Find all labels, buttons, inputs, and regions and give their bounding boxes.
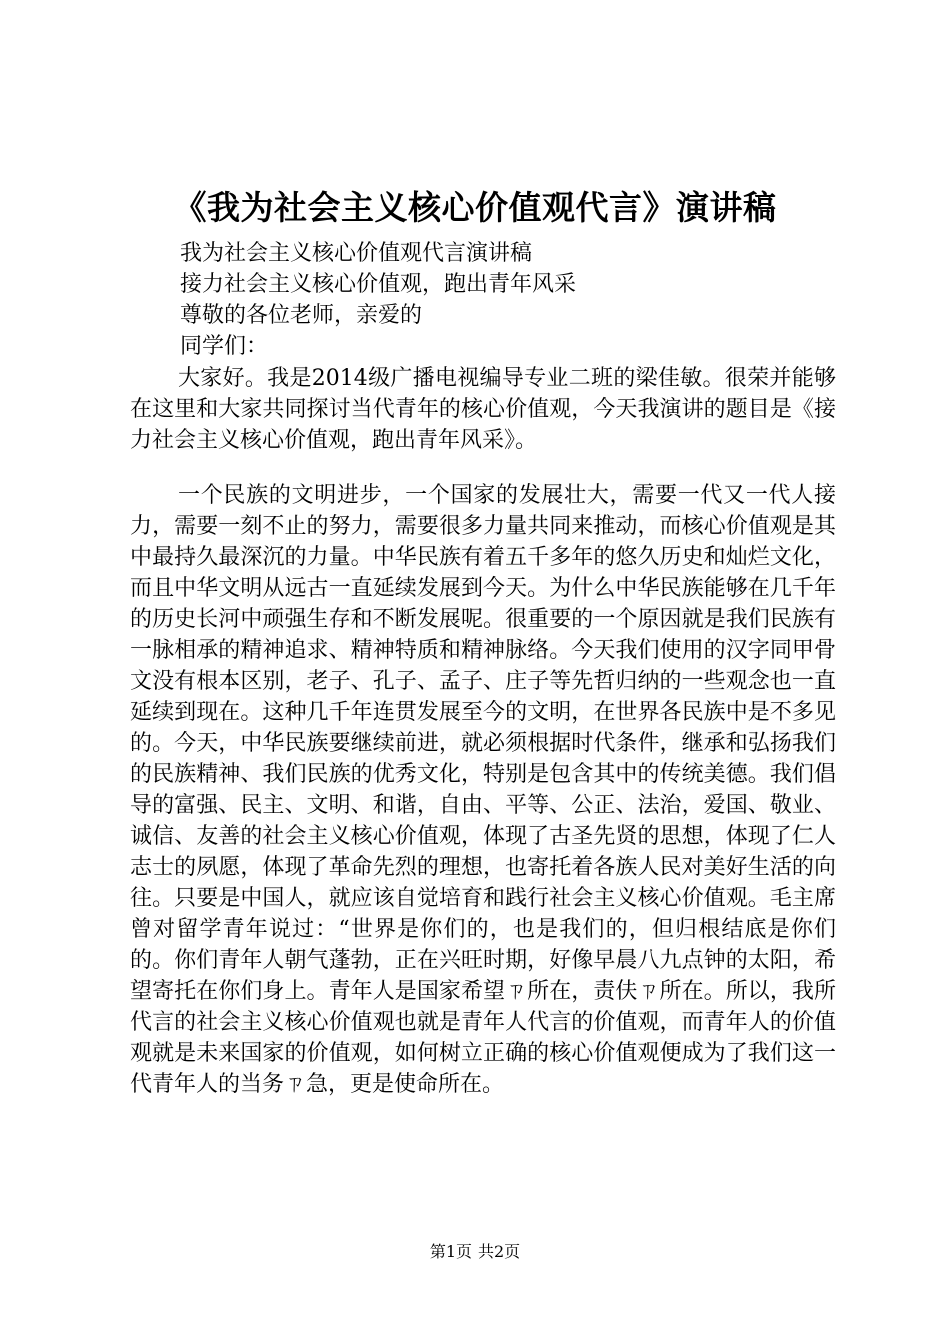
page-number: 第1页 bbox=[429, 1242, 472, 1261]
intro-line-salutation: 尊敬的各位老师，亲爱的 bbox=[180, 303, 423, 328]
document-title: 《我为社会主义核心价值观代言》演讲稿 bbox=[173, 188, 777, 227]
page-total: 共2页 bbox=[478, 1242, 521, 1261]
intro-line-theme: 接力社会主义核心价值观，跑出青年风采 bbox=[180, 272, 577, 297]
intro-line-subtitle: 我为社会主义核心价值观代言演讲稿 bbox=[180, 241, 533, 266]
page-footer bbox=[0, 1242, 950, 1262]
intro-block bbox=[180, 238, 880, 362]
paragraph-body: 一个民族的文明进步，一个国家的发展壮大，需要一代又一代人接力，需要一刻不止的努力，需要很多力量共同来推动，而核心价值观是其中最持久最深沉的力量。中华民族有着五千多年的悠久历史和灿烂文化，而且中华文明从远古一直延续发展到今天。为什么中华民族能够在几千年的历史长河中顽强生存和不断发展呢。很重要的一个原因就是我们民族有一脉相承的精神追求、精神特质和精神脉络。今天我们使用的汉字同甲骨文没有根本区别，老子、孔子、孟子、庄子等先哲归纳的一些观念也一直延续到现在。这种几千年连贯发展至今的文明，在世界各民族中是不多见的。今天，中华民族要继续前进，就必须根据时代条件，继承和弘扬我们的民族精神、我们民族的优秀文化，特别是包含其中的传统美德。我们倡导的富强、民主、文明、和谐，自由、平等、公正、法治，爱国、敬业、诚信、友善的社会主义核心价值观，体现了古圣先贤的思想，体现了仁人志士的夙愿，体现了革命先烈的理想，也寄托着各族人民对美好生活的向往。只要是中国人，就应该自觉培育和践行社会主义核心价值观。毛主席曾对留学青年说过：“世界是你们的，也是我们的，但归根结底是你们的。你们青年人朝气蓬勃，正在兴旺时期，好像早晨八九点钟的太阳，希望寄托在你们身上。青年人是国家希望ㄗ所在，责伕ㄗ所在。所以，我所代言的社会主义核心价值观也就是青年人代言的价值观，而青年人的价值观就是未来国家的价值观，如何树立正确的核心价值观便成为了我们这一代青年人的当务ㄗ急，更是使命所在。 bbox=[130, 483, 836, 1097]
intro-line-students: 同学们： bbox=[180, 334, 269, 359]
paragraph-greeting: 大家好。我是2014级广播电视编导专业二班的梁佳敏。很荣并能够在这里和大家共同探讨当代青年的核心价值观，今天我演讲的题目是《接力社会主义核心价值观，跑出青年风采》。 bbox=[130, 366, 836, 453]
